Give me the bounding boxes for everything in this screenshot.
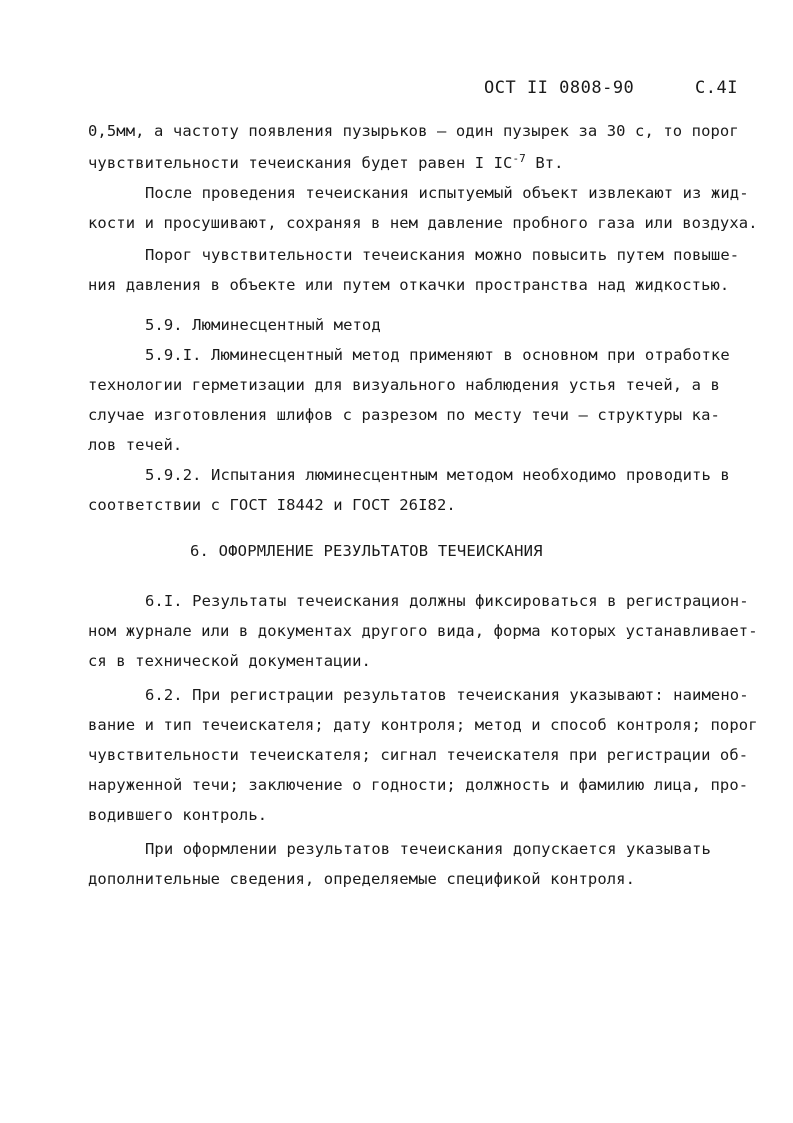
text-line: 6.2. При регистрации результатов течеискания указывают: наимено- bbox=[145, 686, 749, 704]
text-line: наруженной течи; заключение о годности; должность и фамилию лица, про- bbox=[88, 776, 749, 794]
text-line: 6.I. Результаты течеискания должны фиксироваться в регистрацион- bbox=[145, 592, 749, 610]
text-line: При оформлении результатов течеискания допускается указывать bbox=[145, 840, 711, 858]
page-number: С.4I bbox=[695, 78, 738, 98]
text-line: водившего контроль. bbox=[88, 806, 268, 824]
text-line: Порог чувствительности течеискания можно повысить путем повыше- bbox=[145, 246, 740, 264]
text-line: ном журнале или в документах другого вида, форма которых устанавливает- bbox=[88, 622, 758, 640]
text-line: После проведения течеискания испытуемый объект извлекают из жид- bbox=[145, 184, 749, 202]
text-line: соответствии с ГОСТ I8442 и ГОСТ 26I82. bbox=[88, 496, 456, 514]
text-line: чувствительности течеискателя; сигнал течеискателя при регистрации об- bbox=[88, 746, 749, 764]
text-line: 5.9.2. Испытания люминесцентным методом необходимо проводить в bbox=[145, 466, 730, 484]
text-line: кости и просушивают, сохраняя в нем давление пробного газа или воздуха. bbox=[88, 214, 758, 232]
text-line: ния давления в объекте или путем откачки пространства над жидкостью. bbox=[88, 276, 730, 294]
text-line: лов течей. bbox=[88, 436, 183, 454]
document-code: ОСТ II 0808-90 bbox=[484, 78, 635, 98]
text-line: дополнительные сведения, определяемые спецификой контроля. bbox=[88, 870, 636, 888]
text-line: вание и тип течеискателя; дату контроля; метод и способ контроля; порог bbox=[88, 716, 758, 734]
text-line: случае изготовления шлифов с разрезом по месту течи – структуры ка- bbox=[88, 406, 720, 424]
text-line: ся в технической документации. bbox=[88, 652, 371, 670]
text-line: 5.9.I. Люминесцентный метод применяют в основном при отработке bbox=[145, 346, 730, 364]
page-header bbox=[484, 78, 738, 98]
exponent: -7 bbox=[512, 152, 526, 165]
section-title: 5.9. Люминесцентный метод bbox=[145, 316, 381, 334]
section-heading: 6. ОФОРМЛЕНИЕ РЕЗУЛЬТАТОВ ТЕЧЕИСКАНИЯ bbox=[190, 542, 543, 560]
text-line bbox=[88, 152, 564, 172]
text-line: технологии герметизации для визуального наблюдения устья течей, а в bbox=[88, 376, 720, 394]
text-fragment: Вт. bbox=[525, 154, 564, 173]
text-fragment: чувствительности течеискания будет равен I IC bbox=[88, 154, 513, 173]
text-line: 0,5мм, а частоту появления пузырьков – один пузырек за 30 с, то порог bbox=[88, 122, 739, 140]
